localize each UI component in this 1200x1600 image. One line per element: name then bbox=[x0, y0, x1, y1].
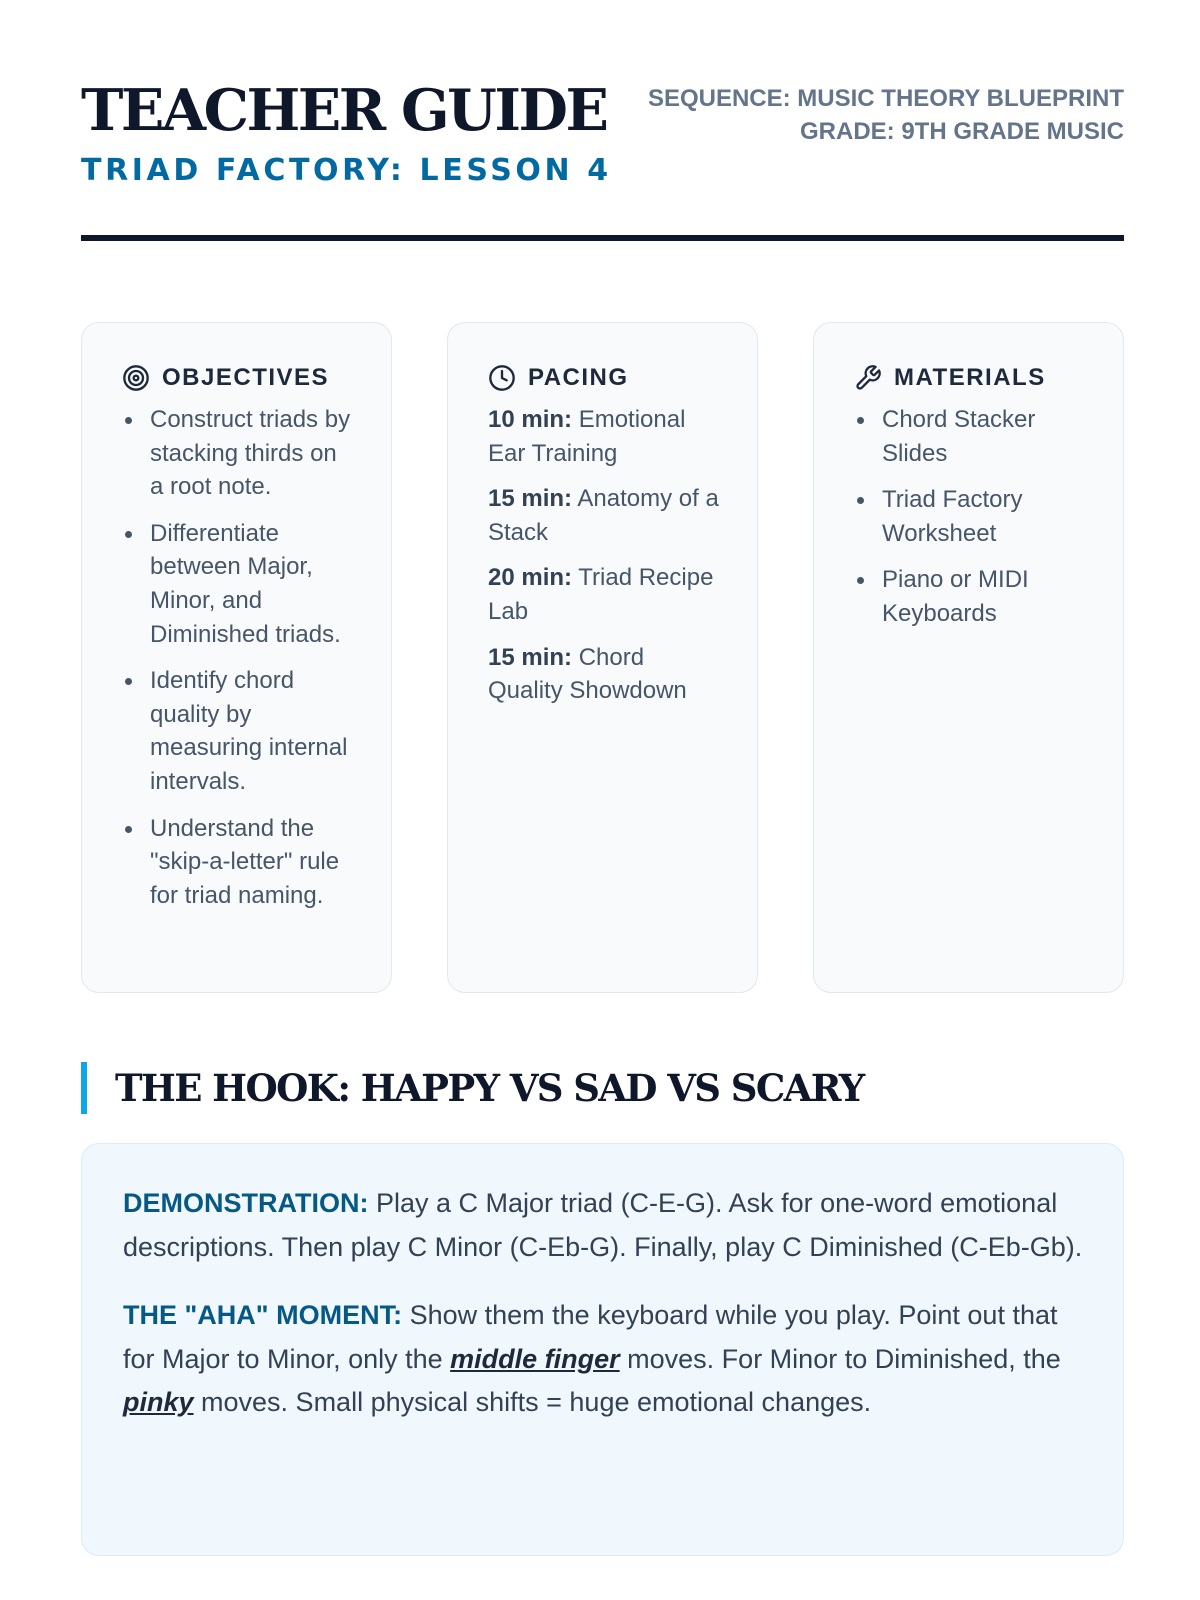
aha-label: THE "AHA" MOMENT: bbox=[123, 1300, 403, 1330]
pacing-activity: Chord Quality Showdown bbox=[488, 643, 687, 705]
pacing-activity: Anatomy of a Stack bbox=[488, 485, 719, 546]
pacing-card bbox=[447, 322, 758, 993]
page-title: TEACHER GUIDE bbox=[81, 77, 607, 144]
demonstration-label: DEMONSTRATION: bbox=[123, 1188, 369, 1218]
demonstration-paragraph bbox=[123, 1182, 1083, 1269]
pacing-time: 15 min: bbox=[488, 485, 573, 513]
lesson-subtitle: TRIAD FACTORY: LESSON 4 bbox=[81, 153, 612, 188]
wrench-icon bbox=[854, 364, 882, 392]
aha-emphasis: middle finger bbox=[450, 1343, 620, 1374]
header-divider bbox=[81, 235, 1124, 241]
hook-section-header bbox=[81, 1062, 1124, 1114]
guide-header bbox=[81, 77, 1124, 240]
objectives-title: OBJECTIVES bbox=[162, 364, 330, 391]
pacing-item bbox=[488, 561, 719, 628]
aha-text: moves. For Minor to Diminished, the bbox=[619, 1343, 1061, 1374]
grade-label: GRADE: 9TH GRADE MUSIC bbox=[799, 118, 1124, 145]
materials-title: MATERIALS bbox=[894, 364, 1046, 391]
pacing-title: PACING bbox=[528, 364, 629, 391]
target-icon bbox=[122, 364, 150, 392]
pacing-item bbox=[488, 482, 719, 549]
pacing-item bbox=[488, 403, 719, 470]
materials-header bbox=[854, 363, 1085, 393]
materials-list bbox=[854, 403, 1085, 631]
list-item: Understand the "skip-a-letter" rule for triad naming. bbox=[122, 812, 353, 913]
list-item: Piano or MIDI Keyboards bbox=[854, 563, 1085, 630]
list-item: Construct triads by stacking thirds on a root note. bbox=[122, 403, 353, 504]
aha-emphasis: pinky bbox=[123, 1387, 194, 1417]
objectives-list bbox=[122, 403, 353, 912]
aha-paragraph bbox=[123, 1294, 1083, 1425]
demonstration-text: Play a C Major triad (C-E-G). Ask for one-word emotional descriptions. Then play C Minor (C-Eb-G). Finally, play C Diminished (C-Eb-Gb). bbox=[123, 1188, 1083, 1262]
clock-icon bbox=[488, 364, 516, 392]
aha-text: Show them the keyboard while you play. Point out that for Major to Minor, only the bbox=[123, 1300, 1058, 1374]
list-item: Differentiate between Major, Minor, and Diminished triads. bbox=[122, 517, 353, 651]
pacing-time: 20 min: bbox=[488, 564, 573, 592]
materials-card bbox=[813, 322, 1124, 993]
list-item: Identify chord quality by measuring internal intervals. bbox=[122, 664, 353, 798]
lesson-meta bbox=[648, 82, 1124, 148]
hook-title: THE HOOK: HAPPY VS SAD VS SCARY bbox=[115, 1066, 864, 1110]
pacing-header bbox=[488, 363, 719, 393]
list-item: Triad Factory Worksheet bbox=[854, 483, 1085, 550]
sequence-label: SEQUENCE: MUSIC THEORY BLUEPRINT bbox=[647, 85, 1124, 112]
list-item: Chord Stacker Slides bbox=[854, 403, 1085, 470]
objectives-header bbox=[122, 363, 353, 393]
pacing-activity: Triad Recipe Lab bbox=[488, 564, 714, 625]
pacing-activity: Emotional Ear Training bbox=[488, 406, 686, 467]
hook-box bbox=[81, 1143, 1124, 1556]
pacing-time: 10 min: bbox=[488, 406, 573, 433]
objectives-card bbox=[81, 322, 392, 993]
pacing-item bbox=[488, 641, 719, 708]
section-accent-bar bbox=[81, 1062, 87, 1114]
pacing-time: 15 min: bbox=[488, 643, 573, 671]
aha-text: moves. Small physical shifts = huge emotional changes. bbox=[193, 1387, 872, 1417]
